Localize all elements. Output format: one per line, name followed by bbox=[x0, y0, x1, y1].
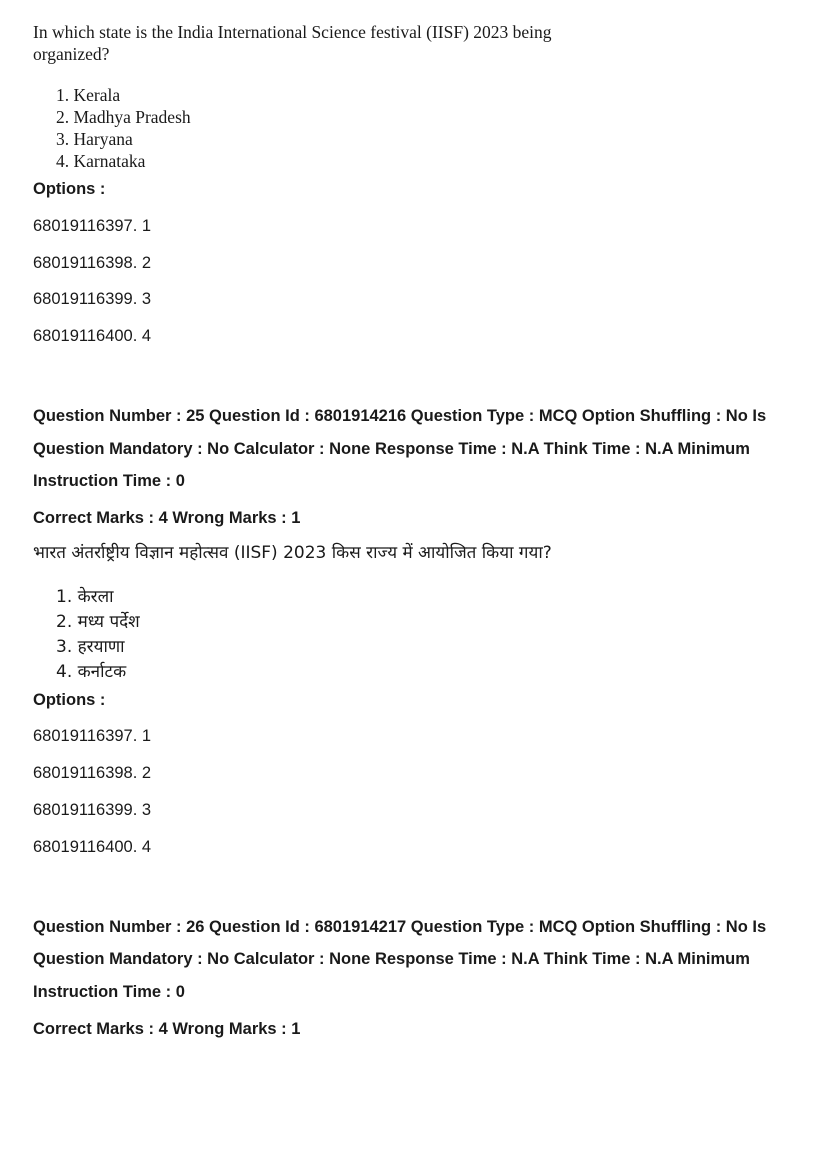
choice-item: 4. कर्नाटक bbox=[56, 662, 127, 682]
choice-item: 4. Karnataka bbox=[56, 151, 146, 171]
question-meta-line1: Question Number : 25 Question Id : 6801914216 Question Type : MCQ Option Shuffling : No Is bbox=[33, 407, 767, 425]
options-label: Options : bbox=[33, 180, 106, 198]
choice-item: 1. Kerala bbox=[56, 85, 121, 105]
question-meta-line2: Question Mandatory : No Calculator : None Response Time : N.A Think Time : N.A Minimum bbox=[33, 950, 750, 968]
option-line: 68019116399. 3 bbox=[33, 290, 152, 308]
question-meta-line3: Instruction Time : 0 bbox=[33, 472, 185, 490]
question-text-hindi: भारत अंतर्राष्ट्रीय विज्ञान महोत्सव (IISF) 2023 किस राज्य में आयोजित किया गया? bbox=[33, 543, 552, 563]
option-line: 68019116398. 2 bbox=[33, 764, 152, 782]
choice-item: 1. केरला bbox=[56, 587, 114, 607]
choice-item: 3. हरयाणा bbox=[56, 637, 125, 657]
options-label: Options : bbox=[33, 691, 106, 709]
question-meta-line2: Question Mandatory : No Calculator : None Response Time : N.A Think Time : N.A Minimum bbox=[33, 440, 750, 458]
question-meta-line3: Instruction Time : 0 bbox=[33, 983, 185, 1001]
option-line: 68019116400. 4 bbox=[33, 327, 152, 345]
option-line: 68019116398. 2 bbox=[33, 254, 152, 272]
question-text-line2: organized? bbox=[33, 44, 110, 64]
choice-item: 2. मध्य पर्देश bbox=[56, 612, 140, 632]
option-line: 68019116397. 1 bbox=[33, 217, 152, 235]
marks-line: Correct Marks : 4 Wrong Marks : 1 bbox=[33, 1020, 301, 1038]
option-line: 68019116397. 1 bbox=[33, 727, 152, 745]
marks-line: Correct Marks : 4 Wrong Marks : 1 bbox=[33, 509, 301, 527]
question-text-line1: In which state is the India International Science festival (IISF) 2023 being bbox=[33, 22, 552, 42]
choice-item: 3. Haryana bbox=[56, 129, 133, 149]
option-line: 68019116400. 4 bbox=[33, 838, 152, 856]
option-line: 68019116399. 3 bbox=[33, 801, 152, 819]
choice-item: 2. Madhya Pradesh bbox=[56, 107, 191, 127]
question-meta-line1: Question Number : 26 Question Id : 6801914217 Question Type : MCQ Option Shuffling : No Is bbox=[33, 918, 767, 936]
